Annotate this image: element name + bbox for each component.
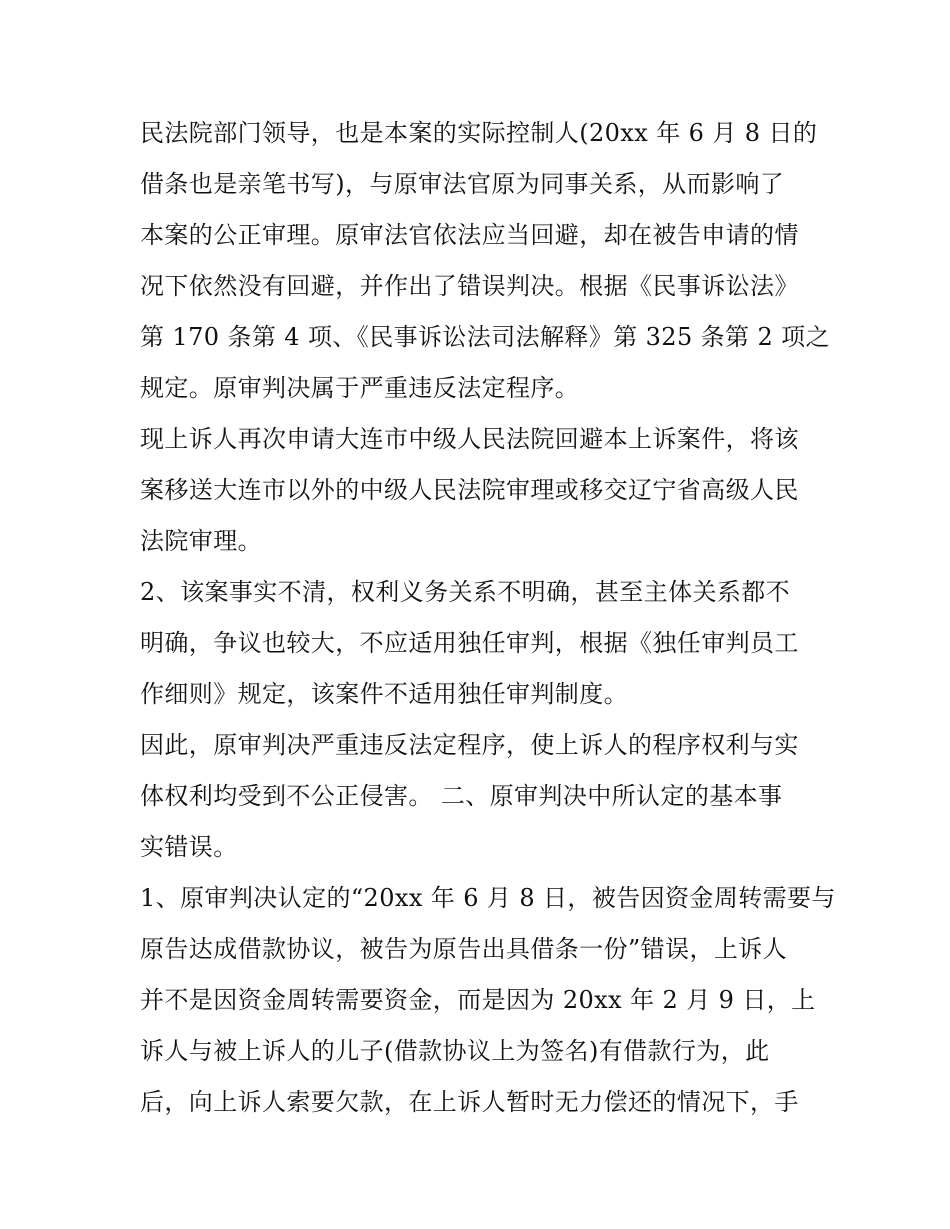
text-line: 体权利均受到不公正侵害。 二、原审判决中所认定的基本事 <box>140 782 783 810</box>
text-line: 规定。原审判决属于严重违反法定程序。 <box>140 374 580 402</box>
text-line: 2、该案事实不清，权利义务关系不明确，甚至主体关系都不 <box>140 578 791 606</box>
text-line: 案移送大连市以外的中级人民法院审理或移交辽宁省高级人民 <box>140 476 799 504</box>
paragraph-transfer-request <box>140 414 820 567</box>
paragraph-recusal-grounds <box>140 108 830 414</box>
paragraph-conclusion <box>140 720 820 873</box>
text-line: 并不是因资金周转需要资金，而是因为 20xx 年 2 月 9 日，上 <box>140 986 816 1014</box>
text-line: 现上诉人再次申请大连市中级人民法院回避本上诉案件，将该 <box>140 425 799 453</box>
text-line: 作细则》规定，该案件不适用独任审判制度。 <box>140 680 628 708</box>
paragraph-point-2 <box>140 567 820 720</box>
text-line: 借条也是亲笔书写)，与原审法官原为同事关系，从而影响了 <box>140 170 785 198</box>
document-body <box>140 108 836 1128</box>
text-line: 民法院部门领导，也是本案的实际控制人(20xx 年 6 月 8 日的 <box>140 119 818 147</box>
paragraph-fact-error-1 <box>140 873 836 1128</box>
text-line: 原告达成借款协议，被告为原告出具借条一份”错误，上诉人 <box>140 935 788 963</box>
text-line: 第 170 条第 4 项、《民事诉讼法司法解释》第 325 条第 2 项之 <box>140 323 830 351</box>
text-line: 况下依然没有回避，并作出了错误判决。根据《民事诉讼法》 <box>140 272 799 300</box>
text-line: 1、原审判决认定的“20xx 年 6 月 8 日，被告因资金周转需要与 <box>140 884 836 912</box>
text-line: 法院审理。 <box>140 527 262 555</box>
text-line: 实错误。 <box>140 833 238 861</box>
text-line: 本案的公正审理。原审法官依法应当回避，却在被告申请的情 <box>140 221 799 249</box>
text-line: 后，向上诉人索要欠款，在上诉人暂时无力偿还的情况下，手 <box>140 1088 799 1116</box>
text-line: 诉人与被上诉人的儿子(借款协议上为签名)有借款行为，此 <box>140 1037 770 1065</box>
text-line: 明确，争议也较大，不应适用独任审判，根据《独任审判员工 <box>140 629 799 657</box>
text-line: 因此，原审判决严重违反法定程序，使上诉人的程序权利与实 <box>140 731 799 759</box>
